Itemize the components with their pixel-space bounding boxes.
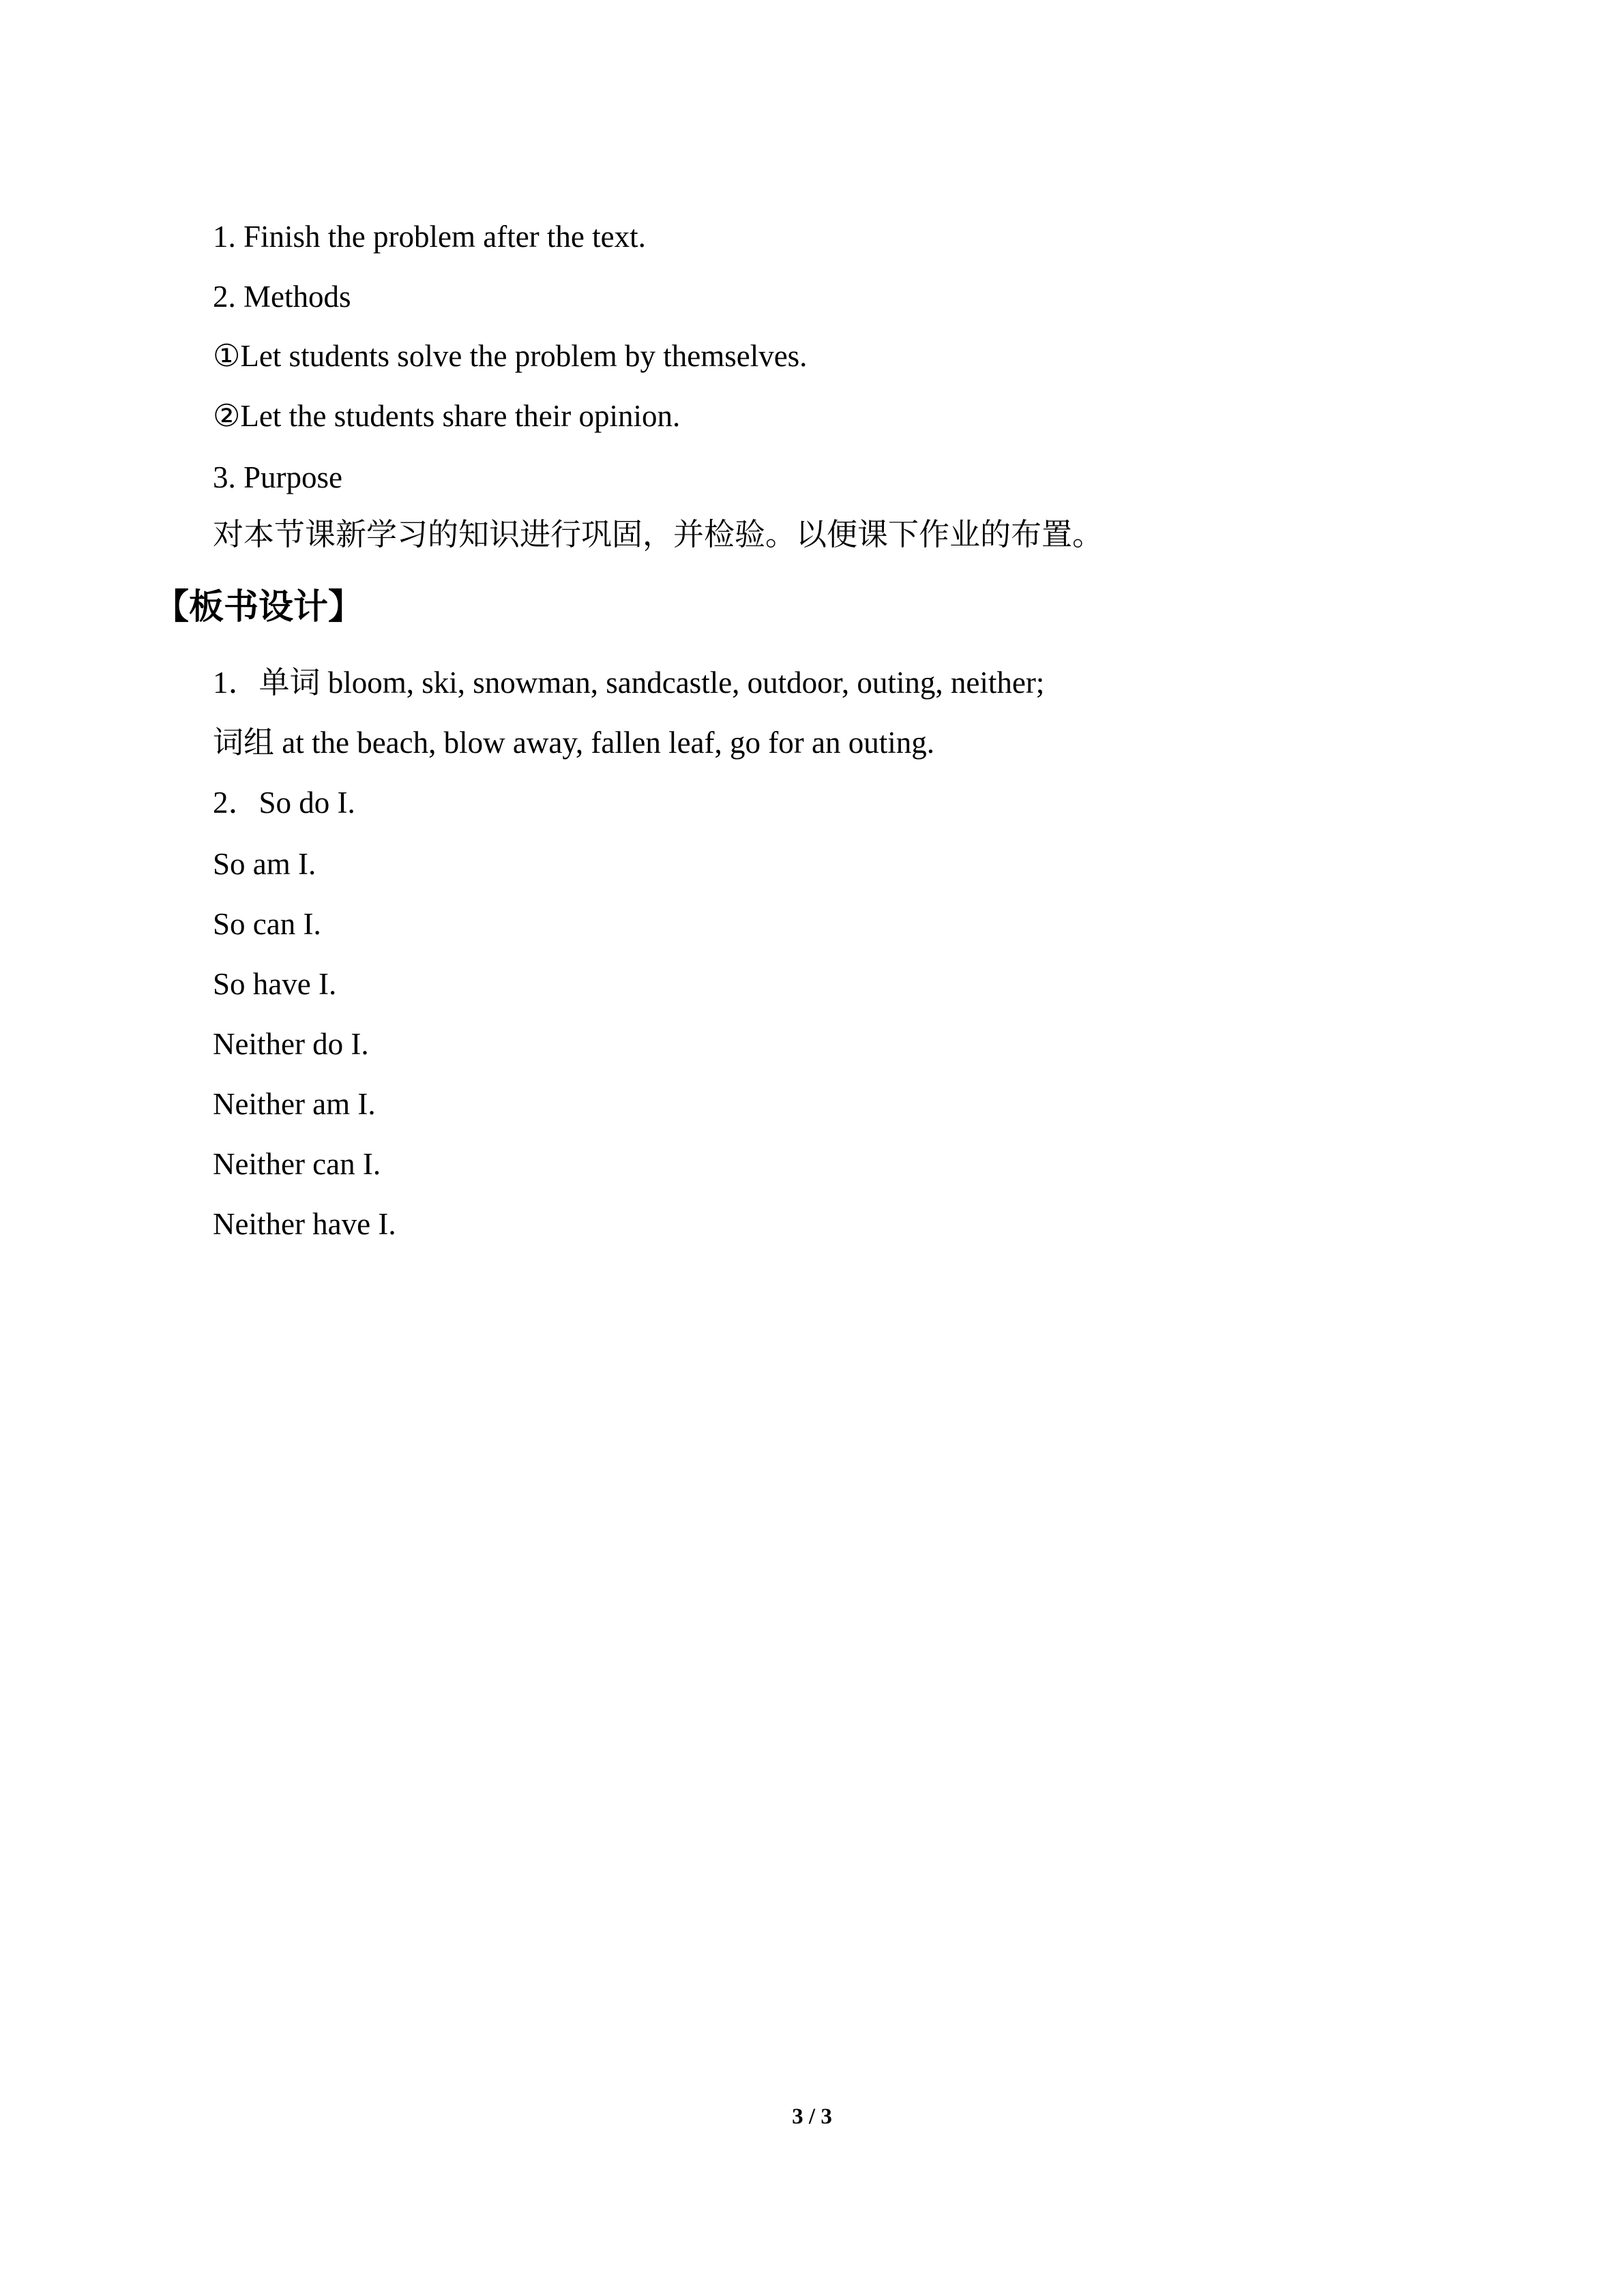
board-sentence-line: 2．So do I. <box>213 786 355 820</box>
step-methods: 2. Methods <box>213 280 351 314</box>
board-sentence-line: Neither do I. <box>213 1027 369 1061</box>
board-sentence-line: So am I. <box>213 847 316 881</box>
board-sentence-line: Neither can I. <box>213 1147 381 1181</box>
method-solve-themselves: ①Let students solve the problem by themselves. <box>213 339 808 373</box>
board-words-line: 1．单词 bloom, ski, snowman, sandcastle, outdoor, outing, neither; <box>213 666 1045 700</box>
board-design-heading: 【板书设计】 <box>154 587 364 627</box>
board-sentence-line: So can I. <box>213 907 321 941</box>
board-sentence-line: Neither am I. <box>213 1087 376 1121</box>
step-finish-problem: 1. Finish the problem after the text. <box>213 220 646 254</box>
board-phrases-line: 词组 at the beach, blow away, fallen leaf, go for an outing. <box>213 726 934 760</box>
board-sentence-line: Neither have I. <box>213 1207 396 1241</box>
page-number: 3 / 3 <box>792 2104 832 2129</box>
method-share-opinion: ②Let the students share their opinion. <box>213 399 681 433</box>
board-sentence-line: So have I. <box>213 967 337 1001</box>
step-purpose: 3. Purpose <box>213 460 342 494</box>
purpose-description: 对本节课新学习的知识进行巩固，并检验。以便课下作业的布置。 <box>213 518 1104 552</box>
